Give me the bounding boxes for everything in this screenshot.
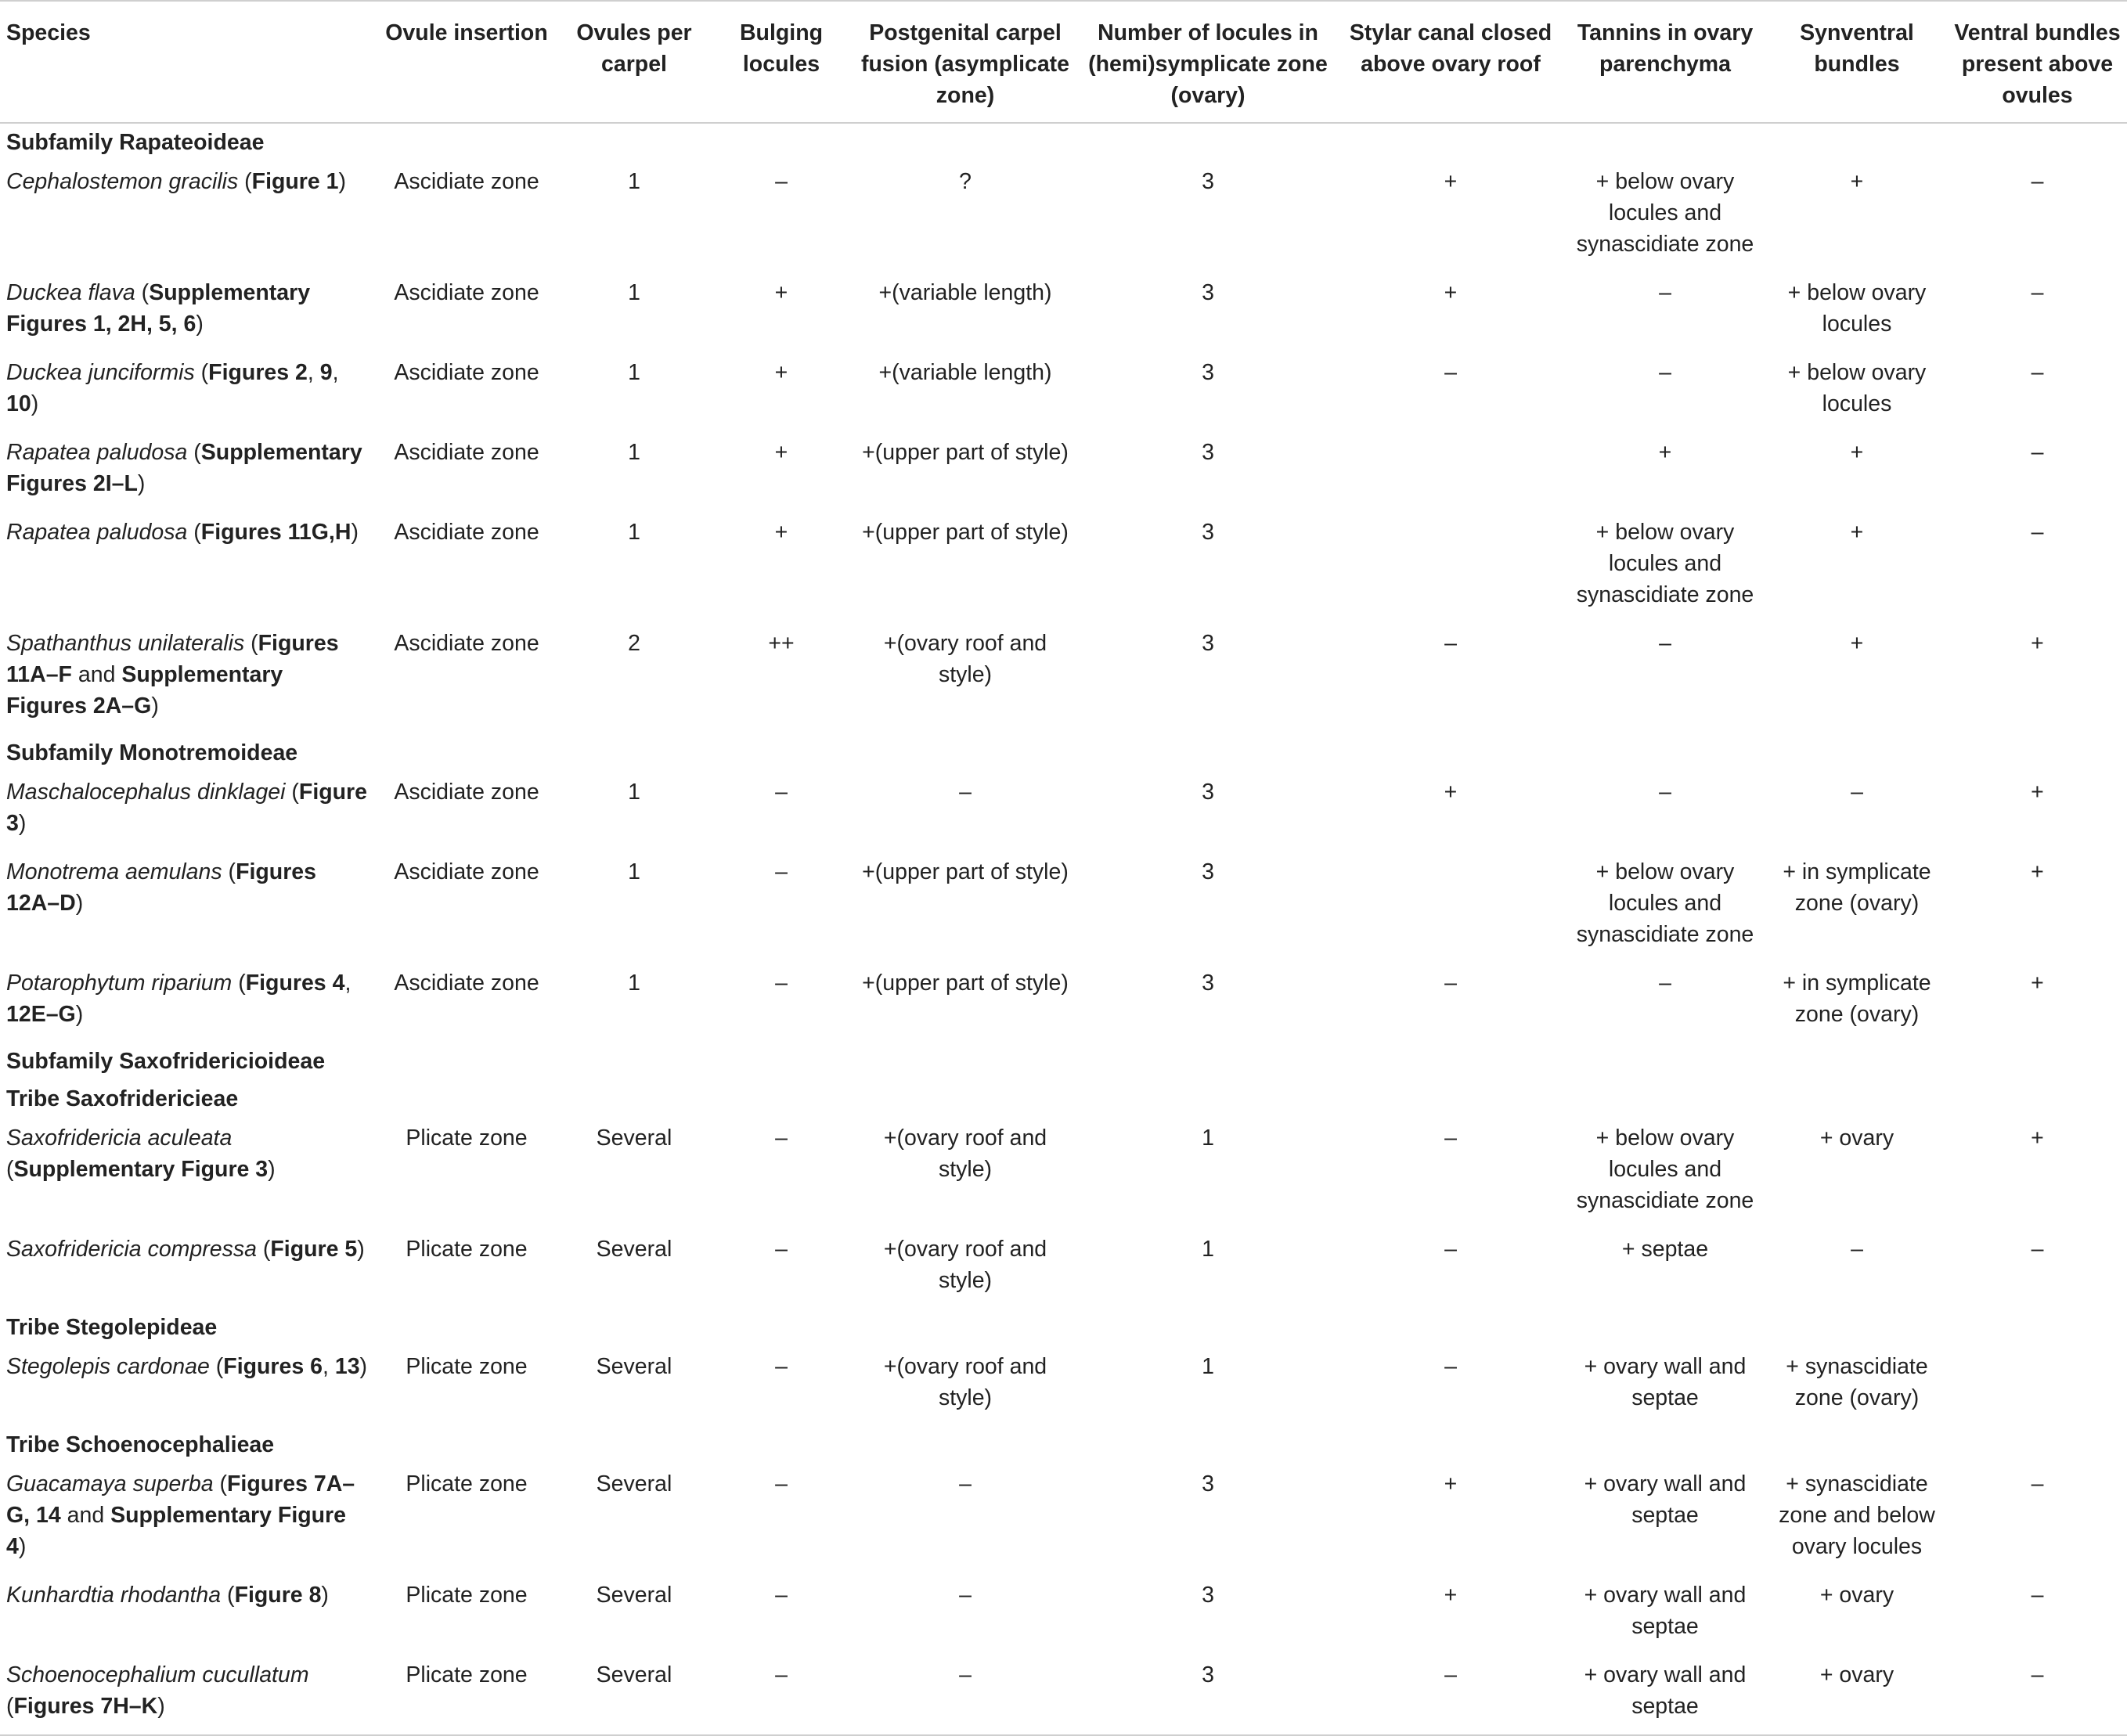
group-heading: Subfamily Monotremoideae bbox=[6, 740, 298, 765]
postgenital-fusion-cell: +(ovary roof and style) bbox=[883, 631, 1047, 687]
ovules-per-carpel-cell: 1 bbox=[628, 169, 640, 194]
group-heading-row bbox=[0, 1309, 2127, 1346]
figure-reference: Figures 7H–K bbox=[13, 1694, 158, 1719]
tannins-cell: + ovary wall and septae bbox=[1584, 1471, 1747, 1528]
figure-reference: , bbox=[323, 1354, 335, 1379]
species-name: Saxofridericia compressa bbox=[6, 1237, 257, 1262]
locule-count-cell: 3 bbox=[1202, 1471, 1214, 1496]
group-heading: Tribe Stegolepideae bbox=[6, 1315, 218, 1340]
ventral-bundles-cell: + bbox=[2031, 1126, 2044, 1151]
ovule-insertion-cell: Ascidiate zone bbox=[394, 631, 539, 656]
locule-count-cell: 3 bbox=[1202, 971, 1214, 996]
figure-reference: Figures 7A–G, 14 bbox=[6, 1471, 355, 1528]
locule-count-cell: 3 bbox=[1202, 780, 1214, 805]
stylar-canal-cell bbox=[1337, 432, 1564, 512]
species-cell: Monotrema aemulans (Figures 12A–D) bbox=[6, 859, 316, 916]
figure-reference: Figures 11A–F bbox=[6, 631, 339, 687]
locule-count-cell: 1 bbox=[1202, 1237, 1214, 1262]
ovule-insertion-cell: Plicate zone bbox=[406, 1354, 528, 1379]
species-name: Saxofridericia aculeata bbox=[6, 1126, 233, 1151]
group-heading-row bbox=[0, 1043, 2127, 1080]
synventral-bundles-cell: – bbox=[1851, 1237, 1863, 1262]
stylar-canal-cell: + bbox=[1444, 1471, 1458, 1496]
stylar-canal-cell: – bbox=[1337, 1655, 1564, 1735]
synventral-bundles-cell: + ovary bbox=[1819, 1126, 1894, 1151]
ovule-insertion-cell: Plicate zone bbox=[406, 1471, 528, 1496]
species-name: Guacamaya superba bbox=[6, 1471, 214, 1496]
ovules-per-carpel-cell: 1 bbox=[628, 859, 640, 884]
locule-count-cell: 3 bbox=[1202, 1583, 1214, 1608]
bulging-locules-cell: + bbox=[774, 360, 788, 385]
figure-reference: Figures 4 bbox=[245, 971, 345, 996]
tannins-cell: + below ovary locules and synascidiate zone bbox=[1576, 859, 1754, 947]
ventral-bundles-cell: – bbox=[2031, 440, 2044, 465]
stylar-canal-cell bbox=[1337, 852, 1564, 963]
table-row bbox=[0, 1464, 2127, 1575]
group-heading-row bbox=[0, 1426, 2127, 1464]
synventral-bundles-cell: + in symplicate zone (ovary) bbox=[1783, 971, 1931, 1027]
locule-count-cell: 3 bbox=[1202, 631, 1214, 656]
ventral-bundles-cell: – bbox=[2031, 1237, 2044, 1262]
ventral-bundles-cell: – bbox=[2031, 1471, 2044, 1496]
ovule-insertion-cell: Ascidiate zone bbox=[394, 971, 539, 996]
bulging-locules-cell: + bbox=[774, 280, 788, 305]
ovules-per-carpel-cell: 1 bbox=[628, 971, 640, 996]
table-body bbox=[0, 123, 2127, 1735]
ovules-per-carpel-cell: 1 bbox=[628, 520, 640, 545]
stylar-canal-cell: + bbox=[1444, 780, 1458, 805]
synventral-bundles-cell: + synascidiate zone and below ovary locules bbox=[1779, 1471, 1935, 1559]
figure-reference: Figure 1 bbox=[251, 169, 339, 194]
stylar-canal-cell bbox=[1337, 512, 1564, 623]
synventral-bundles-cell: – bbox=[1851, 780, 1863, 805]
figure-reference: Supplementary Figures 2A–G bbox=[6, 662, 283, 719]
locule-count-cell: 3 bbox=[1079, 1655, 1337, 1735]
tannins-cell: + bbox=[1658, 440, 1672, 465]
ventral-bundles-cell: – bbox=[2031, 280, 2044, 305]
species-cell: Guacamaya superba (Figures 7A–G, 14 and Supplementary Figure 4) bbox=[6, 1471, 355, 1559]
locule-count-cell: 3 bbox=[1202, 440, 1214, 465]
species-cell: Kunhardtia rhodantha (Figure 8) bbox=[6, 1583, 329, 1608]
bulging-locules-cell: + bbox=[774, 520, 788, 545]
table-row bbox=[0, 852, 2127, 963]
tannins-cell: + ovary wall and septae bbox=[1564, 1655, 1766, 1735]
locule-count-cell: 3 bbox=[1202, 859, 1214, 884]
postgenital-fusion-cell: – bbox=[959, 780, 972, 805]
ovule-insertion-cell: Ascidiate zone bbox=[394, 780, 539, 805]
figure-reference: 13 bbox=[334, 1354, 360, 1379]
bulging-locules-cell: – bbox=[775, 1354, 788, 1379]
postgenital-fusion-cell: +(ovary roof and style) bbox=[883, 1354, 1047, 1410]
postgenital-fusion-cell: +(upper part of style) bbox=[862, 859, 1069, 884]
stylar-canal-cell: + bbox=[1444, 169, 1458, 194]
ovule-insertion-cell: Plicate zone bbox=[406, 1126, 528, 1151]
species-cell: Maschalocephalus dinklagei (Figure 3) bbox=[6, 780, 367, 836]
ovules-per-carpel-cell: Several bbox=[596, 1471, 672, 1496]
table-row bbox=[0, 963, 2127, 1043]
stylar-canal-cell: – bbox=[1444, 1237, 1457, 1262]
header-number-of-locules: Number of locules in (hemi)symplicate zone (ovary) bbox=[1079, 1, 1337, 123]
ovules-per-carpel-cell: 2 bbox=[628, 631, 640, 656]
tannins-cell: – bbox=[1659, 360, 1671, 385]
table-row bbox=[0, 432, 2127, 512]
stylar-canal-cell: + bbox=[1444, 280, 1458, 305]
species-name: Schoenocephalium cucullatum bbox=[6, 1662, 309, 1687]
group-heading-row bbox=[0, 123, 2127, 161]
synventral-bundles-cell: + bbox=[1850, 169, 1864, 194]
ovules-per-carpel-cell: Several bbox=[596, 1354, 672, 1379]
tannins-cell: + below ovary locules and synascidiate zone bbox=[1576, 169, 1754, 257]
species-name: Duckea flava bbox=[6, 280, 135, 305]
ovules-per-carpel-cell: 1 bbox=[628, 440, 640, 465]
stylar-canal-cell: + bbox=[1444, 1583, 1458, 1608]
postgenital-fusion-cell: +(ovary roof and style) bbox=[883, 1126, 1047, 1182]
figure-reference: Figures 2 bbox=[208, 360, 308, 385]
figure-reference: , bbox=[344, 971, 351, 996]
group-heading: Subfamily Saxofridericioideae bbox=[6, 1049, 326, 1074]
table-row bbox=[0, 272, 2127, 352]
bulging-locules-cell: – bbox=[775, 1471, 788, 1496]
header-bulging-locules: Bulging locules bbox=[711, 1, 852, 123]
table-row bbox=[0, 772, 2127, 852]
header-species: Species bbox=[0, 1, 376, 123]
ovules-per-carpel-cell: Several bbox=[596, 1583, 672, 1608]
locule-count-cell: 1 bbox=[1202, 1126, 1214, 1151]
bulging-locules-cell: – bbox=[775, 780, 788, 805]
synventral-bundles-cell: + below ovary locules bbox=[1787, 360, 1927, 416]
synventral-bundles-cell: + ovary bbox=[1766, 1655, 1948, 1735]
species-name: Monotrema aemulans bbox=[6, 859, 222, 884]
bulging-locules-cell: ++ bbox=[768, 631, 795, 656]
tannins-cell: – bbox=[1659, 280, 1671, 305]
figure-reference: Supplementary Figure 4 bbox=[6, 1503, 347, 1559]
table-row bbox=[0, 1229, 2127, 1309]
synventral-bundles-cell: + below ovary locules bbox=[1787, 280, 1927, 337]
group-heading-row bbox=[0, 1080, 2127, 1118]
figure-reference: Supplementary Figures 2I–L bbox=[6, 440, 362, 496]
group-heading-row bbox=[0, 734, 2127, 772]
species-name: Cephalostemon gracilis bbox=[6, 169, 239, 194]
ovules-per-carpel-cell: 1 bbox=[628, 780, 640, 805]
species-name: Spathanthus unilateralis bbox=[6, 631, 245, 656]
group-heading: Subfamily Rapateoideae bbox=[6, 130, 265, 155]
ovules-per-carpel-cell: Several bbox=[596, 1126, 672, 1151]
bulging-locules-cell: – bbox=[775, 1583, 788, 1608]
postgenital-fusion-cell: +(upper part of style) bbox=[862, 440, 1069, 465]
table-row bbox=[0, 512, 2127, 623]
species-cell: Saxofridericia aculeata (Supplementary Figure 3) bbox=[6, 1126, 276, 1182]
postgenital-fusion-cell: – bbox=[959, 1583, 972, 1608]
species-name: Duckea junciformis bbox=[6, 360, 195, 385]
species-cell: Rapatea paludosa (Figures 11G,H) bbox=[6, 520, 359, 545]
species-cell: Stegolepis cardonae (Figures 6, 13) bbox=[6, 1354, 368, 1379]
synventral-bundles-cell: + bbox=[1850, 440, 1864, 465]
figure-reference: and bbox=[60, 1503, 111, 1528]
header-stylar-canal: Stylar canal closed above ovary roof bbox=[1337, 1, 1564, 123]
table-row bbox=[0, 161, 2127, 272]
ventral-bundles-cell: – bbox=[1948, 1655, 2127, 1735]
table-row bbox=[0, 352, 2127, 432]
header-synventral-bundles: Synventral bundles bbox=[1766, 1, 1948, 123]
synventral-bundles-cell: + in symplicate zone (ovary) bbox=[1783, 859, 1931, 916]
ventral-bundles-cell: – bbox=[2031, 1583, 2044, 1608]
ovule-insertion-cell: Ascidiate zone bbox=[394, 520, 539, 545]
species-cell: Saxofridericia compressa (Figure 5) bbox=[6, 1237, 365, 1262]
tannins-cell: + below ovary locules and synascidiate zone bbox=[1576, 520, 1754, 607]
group-heading: Tribe Saxofridericieae bbox=[6, 1086, 239, 1111]
group-heading: Tribe Schoenocephalieae bbox=[6, 1432, 275, 1457]
figure-reference: 9 bbox=[319, 360, 333, 385]
synventral-bundles-cell: + synascidiate zone (ovary) bbox=[1786, 1354, 1928, 1410]
ventral-bundles-cell: – bbox=[2031, 360, 2044, 385]
tannins-cell: – bbox=[1659, 631, 1671, 656]
ovule-insertion-cell: Ascidiate zone bbox=[394, 169, 539, 194]
tannins-cell: + ovary wall and septae bbox=[1584, 1354, 1747, 1410]
species-cell: Cephalostemon gracilis (Figure 1) bbox=[6, 169, 347, 194]
ventral-bundles-cell bbox=[1948, 1346, 2127, 1426]
ventral-bundles-cell: – bbox=[2031, 520, 2044, 545]
synventral-bundles-cell: + bbox=[1850, 520, 1864, 545]
ovules-per-carpel-cell: 1 bbox=[628, 360, 640, 385]
table-row bbox=[0, 623, 2127, 734]
ovule-insertion-cell: Plicate zone bbox=[406, 1237, 528, 1262]
bulging-locules-cell: – bbox=[775, 1237, 788, 1262]
header-ovules-per-carpel: Ovules per carpel bbox=[557, 1, 711, 123]
tannins-cell: – bbox=[1659, 971, 1671, 996]
ventral-bundles-cell: + bbox=[2031, 780, 2044, 805]
figure-reference: Figures 12A–D bbox=[6, 859, 316, 916]
table-row bbox=[0, 1346, 2127, 1426]
figure-reference: Supplementary Figure 3 bbox=[13, 1157, 269, 1182]
species-name: Kunhardtia rhodantha bbox=[6, 1583, 222, 1608]
species-cell: Potarophytum riparium (Figures 4, 12E–G) bbox=[6, 971, 351, 1027]
ventral-bundles-cell: + bbox=[2031, 859, 2044, 884]
bulging-locules-cell: – bbox=[775, 859, 788, 884]
table-row bbox=[0, 1118, 2127, 1229]
ovule-insertion-cell: Plicate zone bbox=[406, 1583, 528, 1608]
ovule-insertion-cell: Plicate zone bbox=[376, 1655, 557, 1735]
tannins-cell: + septae bbox=[1621, 1237, 1709, 1262]
postgenital-fusion-cell: – bbox=[959, 1471, 972, 1496]
synventral-bundles-cell: + ovary bbox=[1819, 1583, 1894, 1608]
ventral-bundles-cell: + bbox=[2031, 631, 2044, 656]
figure-reference: and bbox=[71, 662, 122, 687]
bulging-locules-cell: + bbox=[774, 440, 788, 465]
header-row bbox=[0, 1, 2127, 123]
tannins-cell: + ovary wall and septae bbox=[1584, 1583, 1747, 1639]
postgenital-fusion-cell: +(variable length) bbox=[878, 280, 1052, 305]
postgenital-fusion-cell: +(upper part of style) bbox=[862, 520, 1069, 545]
table-row bbox=[0, 1575, 2127, 1655]
locule-count-cell: 1 bbox=[1202, 1354, 1214, 1379]
table-row bbox=[0, 1655, 2127, 1735]
ventral-bundles-cell: – bbox=[2031, 169, 2044, 194]
ovule-insertion-cell: Ascidiate zone bbox=[394, 440, 539, 465]
species-name: Stegolepis cardonae bbox=[6, 1354, 210, 1379]
postgenital-fusion-cell: +(ovary roof and style) bbox=[883, 1237, 1047, 1293]
ovule-insertion-cell: Ascidiate zone bbox=[394, 859, 539, 884]
locule-count-cell: 3 bbox=[1202, 360, 1214, 385]
figure-reference: Figures 11G,H bbox=[200, 520, 351, 545]
figure-reference: 12E–G bbox=[6, 1002, 76, 1027]
ovule-insertion-cell: Ascidiate zone bbox=[394, 280, 539, 305]
header-postgenital-fusion: Postgenital carpel fusion (asymplicate zone) bbox=[852, 1, 1079, 123]
species-cell: Duckea junciformis (Figures 2, 9, 10) bbox=[6, 360, 339, 416]
ventral-bundles-cell: + bbox=[2031, 971, 2044, 996]
ovule-insertion-cell: Ascidiate zone bbox=[394, 360, 539, 385]
postgenital-fusion-cell: ? bbox=[959, 169, 972, 194]
figure-reference: Figure 8 bbox=[234, 1583, 322, 1608]
figure-reference: Figures 6 bbox=[223, 1354, 323, 1379]
stylar-canal-cell: – bbox=[1444, 971, 1457, 996]
locule-count-cell: 3 bbox=[1202, 169, 1214, 194]
ovules-per-carpel-cell: Several bbox=[596, 1237, 672, 1262]
postgenital-fusion-cell: +(upper part of style) bbox=[862, 971, 1069, 996]
ovules-per-carpel-cell: Several bbox=[557, 1655, 711, 1735]
bulging-locules-cell: – bbox=[775, 1126, 788, 1151]
header-ovule-insertion: Ovule insertion bbox=[376, 1, 557, 123]
species-cell: Spathanthus unilateralis (Figures 11A–F and Supplementary Figures 2A–G) bbox=[6, 631, 339, 719]
stylar-canal-cell: – bbox=[1444, 1126, 1457, 1151]
figure-reference: 10 bbox=[6, 391, 31, 416]
species-name: Potarophytum riparium bbox=[6, 971, 233, 996]
bulging-locules-cell: – bbox=[775, 169, 788, 194]
postgenital-fusion-cell: – bbox=[852, 1655, 1079, 1735]
header-tannins: Tannins in ovary parenchyma bbox=[1564, 1, 1766, 123]
bulging-locules-cell: – bbox=[711, 1655, 852, 1735]
species-name: Maschalocephalus dinklagei bbox=[6, 780, 286, 805]
locule-count-cell: 3 bbox=[1202, 520, 1214, 545]
stylar-canal-cell: – bbox=[1444, 360, 1457, 385]
figure-reference: Figure 5 bbox=[270, 1237, 358, 1262]
ovules-per-carpel-cell: 1 bbox=[628, 280, 640, 305]
species-cell: Rapatea paludosa (Supplementary Figures 2I–L) bbox=[6, 440, 362, 496]
tannins-cell: – bbox=[1659, 780, 1671, 805]
bulging-locules-cell: – bbox=[775, 971, 788, 996]
postgenital-fusion-cell: +(variable length) bbox=[878, 360, 1052, 385]
stylar-canal-cell: – bbox=[1444, 631, 1457, 656]
stylar-canal-cell: – bbox=[1444, 1354, 1457, 1379]
header-ventral-bundles: Ventral bundles present above ovules bbox=[1948, 1, 2127, 123]
tannins-cell: + below ovary locules and synascidiate zone bbox=[1576, 1126, 1754, 1213]
figure-reference: Figure 3 bbox=[6, 780, 367, 836]
species-cell: Duckea flava (Supplementary Figures 1, 2H, 5, 6) bbox=[6, 280, 311, 337]
figure-reference: , bbox=[332, 360, 339, 385]
synventral-bundles-cell: + bbox=[1850, 631, 1864, 656]
figure-reference: , bbox=[307, 360, 320, 385]
species-name: Rapatea paludosa bbox=[6, 440, 188, 465]
figure-reference: Supplementary Figures 1, 2H, 5, 6 bbox=[6, 280, 311, 337]
species-name: Rapatea paludosa bbox=[6, 520, 188, 545]
species-cell: Schoenocephalium cucullatum (Figures 7H–K) bbox=[0, 1655, 376, 1735]
locule-count-cell: 3 bbox=[1202, 280, 1214, 305]
